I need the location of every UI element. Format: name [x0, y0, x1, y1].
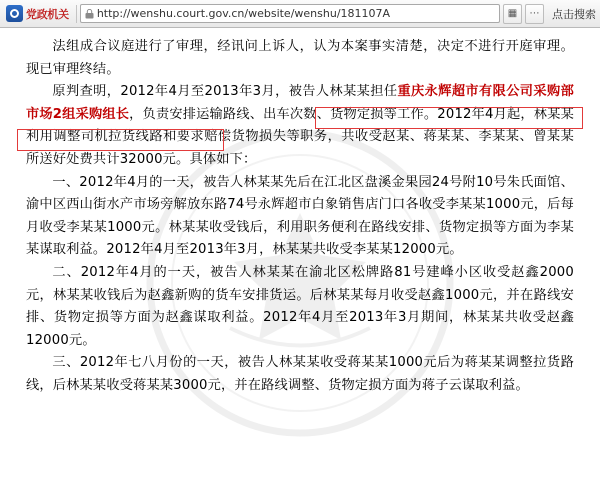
seg-plain-2: ，负责安排运输路线、出车次数、货物定损等工作。2012年4月起，林某某利用调整司机拉货线路和要求赔偿货物损失等职务，共收受赵某、蒋某某、李某某、曾某某所送好处费共计32000元。具体如下：: [26, 106, 574, 167]
search-hint-label[interactable]: 点击搜索: [552, 7, 596, 21]
address-bar[interactable]: [80, 4, 500, 23]
seg-highlight-position: 采购部市场2组采购组长: [26, 84, 575, 122]
grid-icon[interactable]: ▦: [503, 4, 522, 24]
url-text: http://wenshu.court.gov.cn/website/wenshu/181107A: [96, 7, 391, 20]
paragraph: 二、2012年4月的一天，被告人林某某在渝北区松牌路81号建峰小区收受赵鑫2000元，林某某收钱后为赵鑫新购的货车安排货运。后林某某每月收受赵鑫1000元，并在路线安排、货物定损等方面为赵鑫谋取利益。2012年4月至2013年3月期间，林某某共收受赵鑫12000元。: [26, 264, 574, 348]
document-viewer[interactable]: [0, 28, 600, 499]
lock-icon: [85, 9, 94, 19]
seg-boxed-1: 被告人林某某担任: [288, 84, 398, 100]
paragraph: 法组成合议庭进行了审理，经讯问上诉人，认为本案事实清楚，决定不进行开庭审理。现已审理终结。: [26, 39, 574, 77]
paragraph: 一、2012年4月的一天，被告人林某某先后在江北区盘溪金果园24号附10号朱氏面馆、渝中区西山街水产市场旁解放东路74号永辉超市白象销售店门口各收受李某某1000元，后每月收受李某某1000元。林某某收受钱后，利用职务便利在路线安排、货物定损等方面为李某某谋取利益。2012年4月至2013年3月，林某某共收受李某某12000元。: [26, 174, 574, 258]
gov-brand-badge: [4, 4, 73, 23]
shield-badge-icon: [6, 5, 23, 22]
gov-brand-label: 党政机关: [26, 7, 69, 21]
seg-highlight-company: 重庆永辉超市有限公司: [397, 84, 534, 100]
toolbar-divider: [76, 5, 77, 23]
more-icon[interactable]: ⋯: [525, 4, 544, 24]
seg-plain-1: 原判查明，2012年4月至2013年3月，: [52, 84, 289, 100]
paragraph: 三、2012年七八月份的一天，被告人林某某收受蒋某某1000元后为蒋某某调整拉货路线，后林某某收受蒋某某3000元，并在路线调整、货物定损方面为蒋子云谋取利益。: [26, 355, 574, 393]
document-text: [0, 28, 600, 398]
paragraph-defendant: [26, 81, 574, 171]
browser-toolbar: [0, 0, 600, 28]
